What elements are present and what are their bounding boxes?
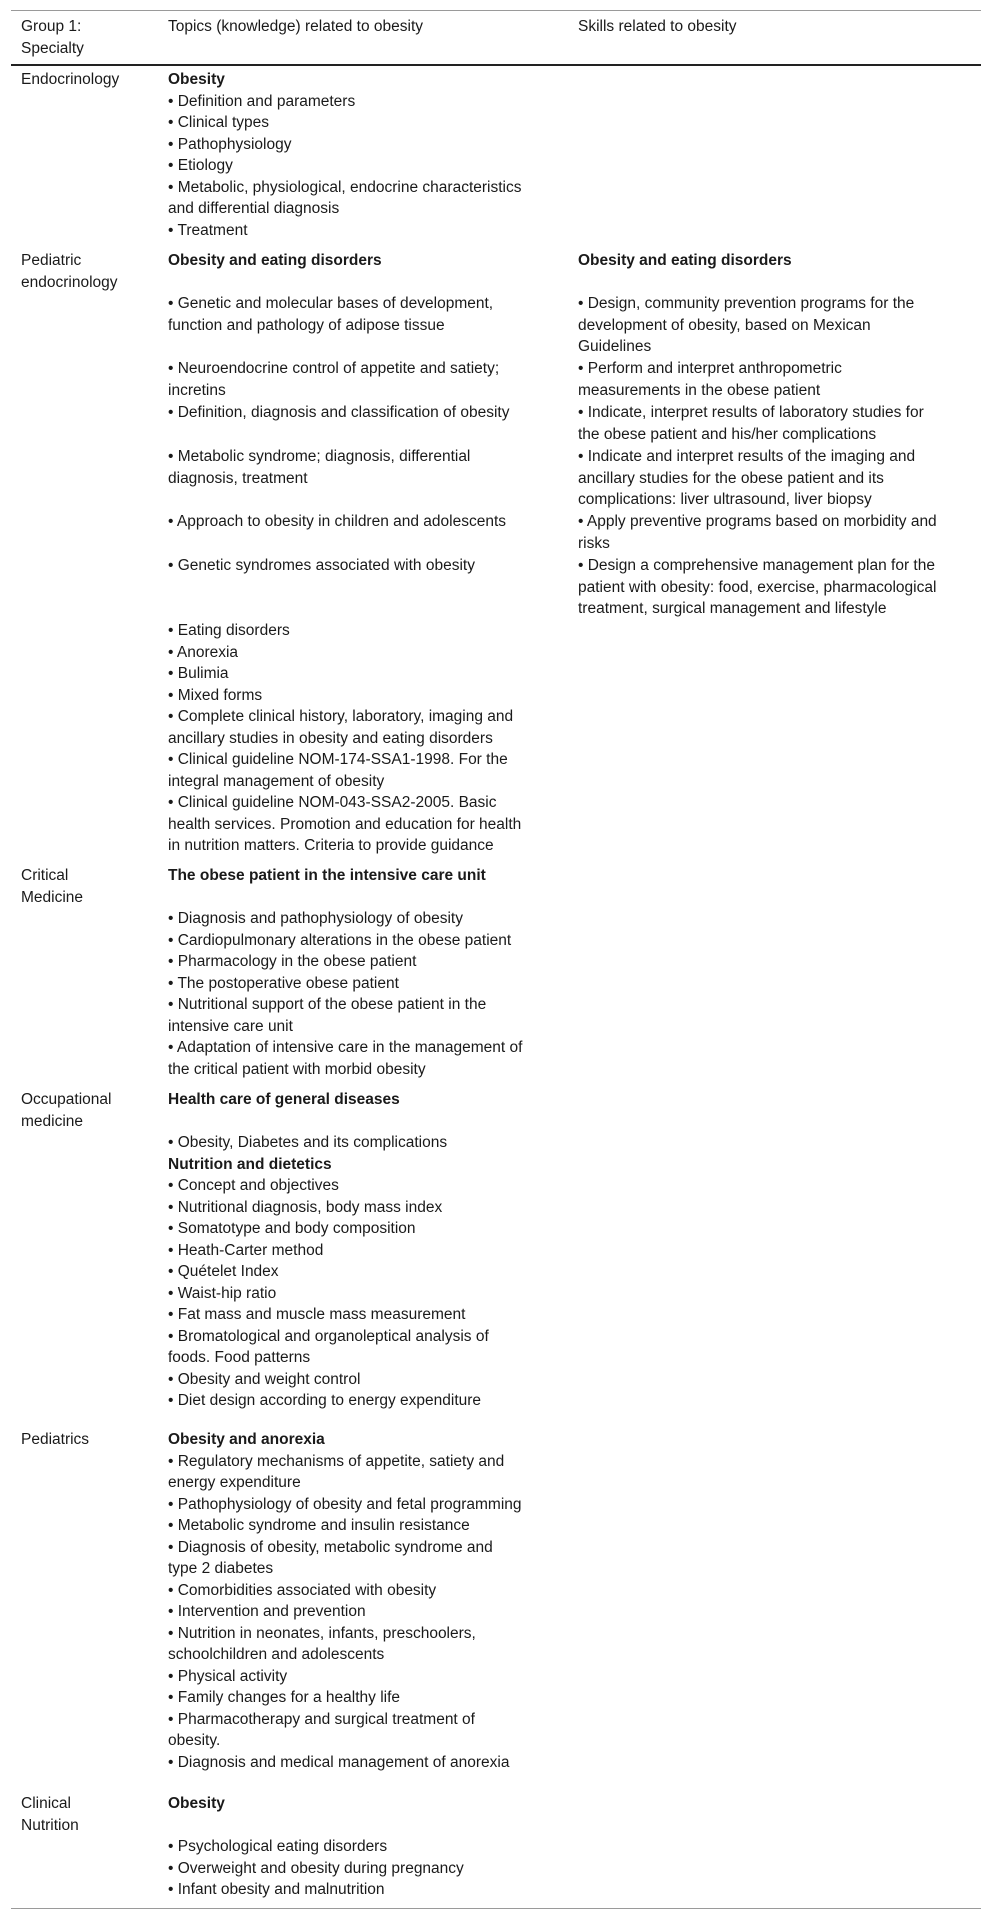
- topic-line: schoolchildren and adolescents: [168, 1646, 385, 1663]
- topic-line: • Approach to obesity in children and adolescents: [168, 513, 507, 530]
- skill-item: [578, 511, 978, 554]
- topic-heading: The obese patient in the intensive care unit: [168, 867, 486, 884]
- skill-heading: Obesity and eating disorders: [578, 252, 792, 269]
- topic-line: in nutrition matters. Criteria to provide guidance: [168, 837, 494, 854]
- skill-line: treatment, surgical management and lifestyle: [578, 600, 887, 617]
- topics-pediatrics: [168, 1429, 553, 1773]
- topic-line: • Cardiopulmonary alterations in the obese patient: [168, 931, 512, 949]
- skill-line: complications: liver ultrasound, liver biopsy: [578, 491, 872, 508]
- topic-line: • Adaptation of intensive care in the management of: [168, 1039, 523, 1056]
- specialty-line: Medicine: [21, 888, 84, 906]
- specialty-line: endocrinology: [21, 273, 118, 291]
- topic-line: intensive care unit: [168, 1017, 293, 1035]
- header-topics: Topics (knowledge) related to obesity: [168, 18, 424, 35]
- topic-line: • Eating disorders: [168, 622, 290, 639]
- topic-line: • Diagnosis and pathophysiology of obesity: [168, 910, 463, 927]
- topic-line: • Complete clinical history, laboratory, imaging and: [168, 708, 514, 725]
- specialty-pediatric-endocrinology: [21, 250, 161, 293]
- topic-line: • Pathophysiology of obesity and fetal programming: [168, 1495, 522, 1513]
- topic-line: • Mixed forms: [168, 686, 263, 704]
- topic-line: • Pathophysiology: [168, 135, 292, 153]
- topic-line: health services. Promotion and education for health: [168, 815, 522, 833]
- skills-heading: [578, 250, 978, 272]
- header-skills: Skills related to obesity: [578, 18, 737, 35]
- topic-line: foods. Food patterns: [168, 1349, 311, 1366]
- specialty-line: Pediatrics: [21, 1431, 90, 1448]
- header-rule: [11, 64, 981, 66]
- skill-line: • Indicate, interpret results of laboratory studies for: [578, 404, 924, 421]
- topic-item: [168, 358, 553, 401]
- topic-line: • Clinical types: [168, 114, 270, 131]
- topics-endocrinology: [168, 69, 553, 241]
- table-top-rule: [11, 10, 981, 11]
- obesity-topics-table: [11, 0, 991, 1919]
- specialty-clinical-nutrition: [21, 1793, 161, 1836]
- topic-line: • Bulimia: [168, 665, 229, 682]
- topic-line: type 2 diabetes: [168, 1560, 274, 1577]
- topic-item: [168, 555, 553, 577]
- specialty-pediatrics: [21, 1429, 161, 1451]
- table-bottom-rule: [11, 1908, 981, 1909]
- topic-line: • Clinical guideline NOM-174-SSA1-1998. For the: [168, 751, 508, 768]
- specialty-occupational-medicine: [21, 1089, 161, 1132]
- skill-line: • Design, community prevention programs for the: [578, 295, 915, 312]
- topic-line: • Family changes for a healthy life: [168, 1689, 401, 1706]
- skill-line: risks: [578, 534, 610, 552]
- topic-heading: Obesity: [168, 71, 225, 88]
- topic-line: the critical patient with morbid obesity: [168, 1060, 426, 1078]
- specialty-line: medicine: [21, 1112, 84, 1130]
- topic-heading: Obesity: [168, 1795, 225, 1812]
- topic-line: • Nutrition in neonates, infants, preschoolers,: [168, 1624, 476, 1642]
- topic-line: • Definition and parameters: [168, 92, 356, 110]
- topics-pediatric-endocrinology-heading: [168, 250, 553, 272]
- topic-line: energy expenditure: [168, 1474, 301, 1491]
- skill-item: [578, 555, 978, 620]
- topic-line: • Diagnosis and medical management of anorexia: [168, 1753, 510, 1771]
- topic-line: ancillary studies in obesity and eating disorders: [168, 729, 493, 747]
- topic-line: • Intervention and prevention: [168, 1603, 366, 1620]
- topic-line: • Quételet Index: [168, 1263, 279, 1280]
- topic-item: [168, 511, 553, 533]
- topic-item-group: [168, 620, 553, 857]
- topic-line: • Pharmacology in the obese patient: [168, 953, 417, 970]
- topic-line: • Bromatological and organoleptical analysis of: [168, 1327, 489, 1345]
- skill-line: the obese patient and his/her complications: [578, 425, 877, 443]
- specialty-line: Critical: [21, 867, 69, 884]
- topic-line: • Waist-hip ratio: [168, 1284, 277, 1302]
- header-specialty: [21, 16, 161, 59]
- specialty-line: Occupational: [21, 1091, 112, 1108]
- skill-line: • Perform and interpret anthropometric: [578, 360, 842, 377]
- topic-line: • Physical activity: [168, 1667, 288, 1685]
- topic-line: • Clinical guideline NOM-043-SSA2-2005. Basic: [168, 794, 497, 811]
- topic-heading: Nutrition and dietetics: [168, 1155, 332, 1173]
- topic-line: • Heath-Carter method: [168, 1241, 324, 1259]
- skill-line: measurements in the obese patient: [578, 381, 821, 399]
- topic-line: • Nutritional support of the obese patient in the: [168, 996, 487, 1013]
- skill-line: ancillary studies for the obese patient and its: [578, 469, 884, 487]
- skill-line: • Apply preventive programs based on morbidity and: [578, 513, 937, 530]
- specialty-line: Endocrinology: [21, 71, 120, 88]
- topic-line: • Overweight and obesity during pregnancy: [168, 1859, 464, 1877]
- topics-occupational-heading: [168, 1089, 553, 1111]
- topic-line: • Somatotype and body composition: [168, 1220, 416, 1237]
- specialty-line: Nutrition: [21, 1816, 79, 1834]
- topic-item: [168, 446, 553, 489]
- topic-line: obesity.: [168, 1732, 221, 1749]
- topic-line: and differential diagnosis: [168, 200, 340, 217]
- topics-clinical-heading: [168, 1793, 553, 1815]
- topics-critical-heading: [168, 865, 553, 887]
- topic-item: [168, 293, 553, 336]
- topic-line: function and pathology of adipose tissue: [168, 316, 445, 334]
- specialty-critical-medicine: [21, 865, 161, 908]
- topic-line: • Concept and objectives: [168, 1177, 339, 1194]
- skill-line: patient with obesity: food, exercise, pharmacological: [578, 578, 937, 596]
- topic-line: • Definition, diagnosis and classification of obesity: [168, 404, 510, 421]
- topic-line: • Nutritional diagnosis, body mass index: [168, 1198, 443, 1216]
- topic-line: • Metabolic, physiological, endocrine characteristics: [168, 178, 522, 196]
- topic-line: • Treatment: [168, 221, 248, 239]
- topic-line: • Psychological eating disorders: [168, 1838, 388, 1855]
- topic-line: • Anorexia: [168, 643, 239, 661]
- topic-line: • Obesity, Diabetes and its complications: [168, 1134, 448, 1151]
- specialty-line: Pediatric: [21, 252, 82, 269]
- topic-line: • Genetic syndromes associated with obesity: [168, 557, 475, 574]
- topic-line: • Obesity and weight control: [168, 1370, 361, 1388]
- skill-item: [578, 358, 978, 401]
- skill-line: development of obesity, based on Mexican: [578, 316, 871, 334]
- topic-line: • Genetic and molecular bases of development,: [168, 295, 494, 312]
- topics-clinical-nutrition: [168, 1836, 553, 1901]
- topic-line: • Etiology: [168, 157, 233, 174]
- skill-item: [578, 293, 978, 358]
- specialty-line: Clinical: [21, 1795, 71, 1812]
- topic-line: integral management of obesity: [168, 772, 385, 790]
- topic-line: • Metabolic syndrome; diagnosis, differential: [168, 448, 471, 465]
- topic-item: [168, 402, 553, 424]
- skill-line: Guidelines: [578, 338, 652, 355]
- header-specialty-line2: Specialty: [21, 39, 84, 57]
- skill-item: [578, 446, 978, 511]
- topics-critical-medicine: [168, 908, 553, 1080]
- topic-line: • Regulatory mechanisms of appetite, satiety and: [168, 1452, 505, 1470]
- header-specialty-line1: Group 1:: [21, 18, 82, 35]
- topic-line: • Fat mass and muscle mass measurement: [168, 1306, 466, 1323]
- topic-heading: Health care of general diseases: [168, 1091, 400, 1108]
- topic-line: • Neuroendocrine control of appetite and satiety;: [168, 360, 500, 377]
- specialty-endocrinology: [21, 69, 161, 91]
- topic-heading: Obesity and eating disorders: [168, 252, 382, 269]
- topics-occupational-medicine: [168, 1132, 553, 1412]
- topic-line: • The postoperative obese patient: [168, 974, 399, 992]
- topic-line: incretins: [168, 381, 226, 399]
- topic-line: • Metabolic syndrome and insulin resistance: [168, 1517, 470, 1534]
- skill-item: [578, 402, 978, 445]
- topic-line: • Comorbidities associated with obesity: [168, 1581, 437, 1599]
- topic-line: • Diagnosis of obesity, metabolic syndrome and: [168, 1538, 493, 1556]
- topic-line: • Diet design according to energy expenditure: [168, 1392, 482, 1409]
- skill-line: • Indicate and interpret results of the imaging and: [578, 448, 916, 465]
- topic-line: • Infant obesity and malnutrition: [168, 1881, 385, 1898]
- topic-line: diagnosis, treatment: [168, 469, 308, 487]
- topic-line: • Pharmacotherapy and surgical treatment of: [168, 1710, 475, 1728]
- skill-line: • Design a comprehensive management plan for the: [578, 557, 935, 574]
- topic-heading: Obesity and anorexia: [168, 1431, 325, 1448]
